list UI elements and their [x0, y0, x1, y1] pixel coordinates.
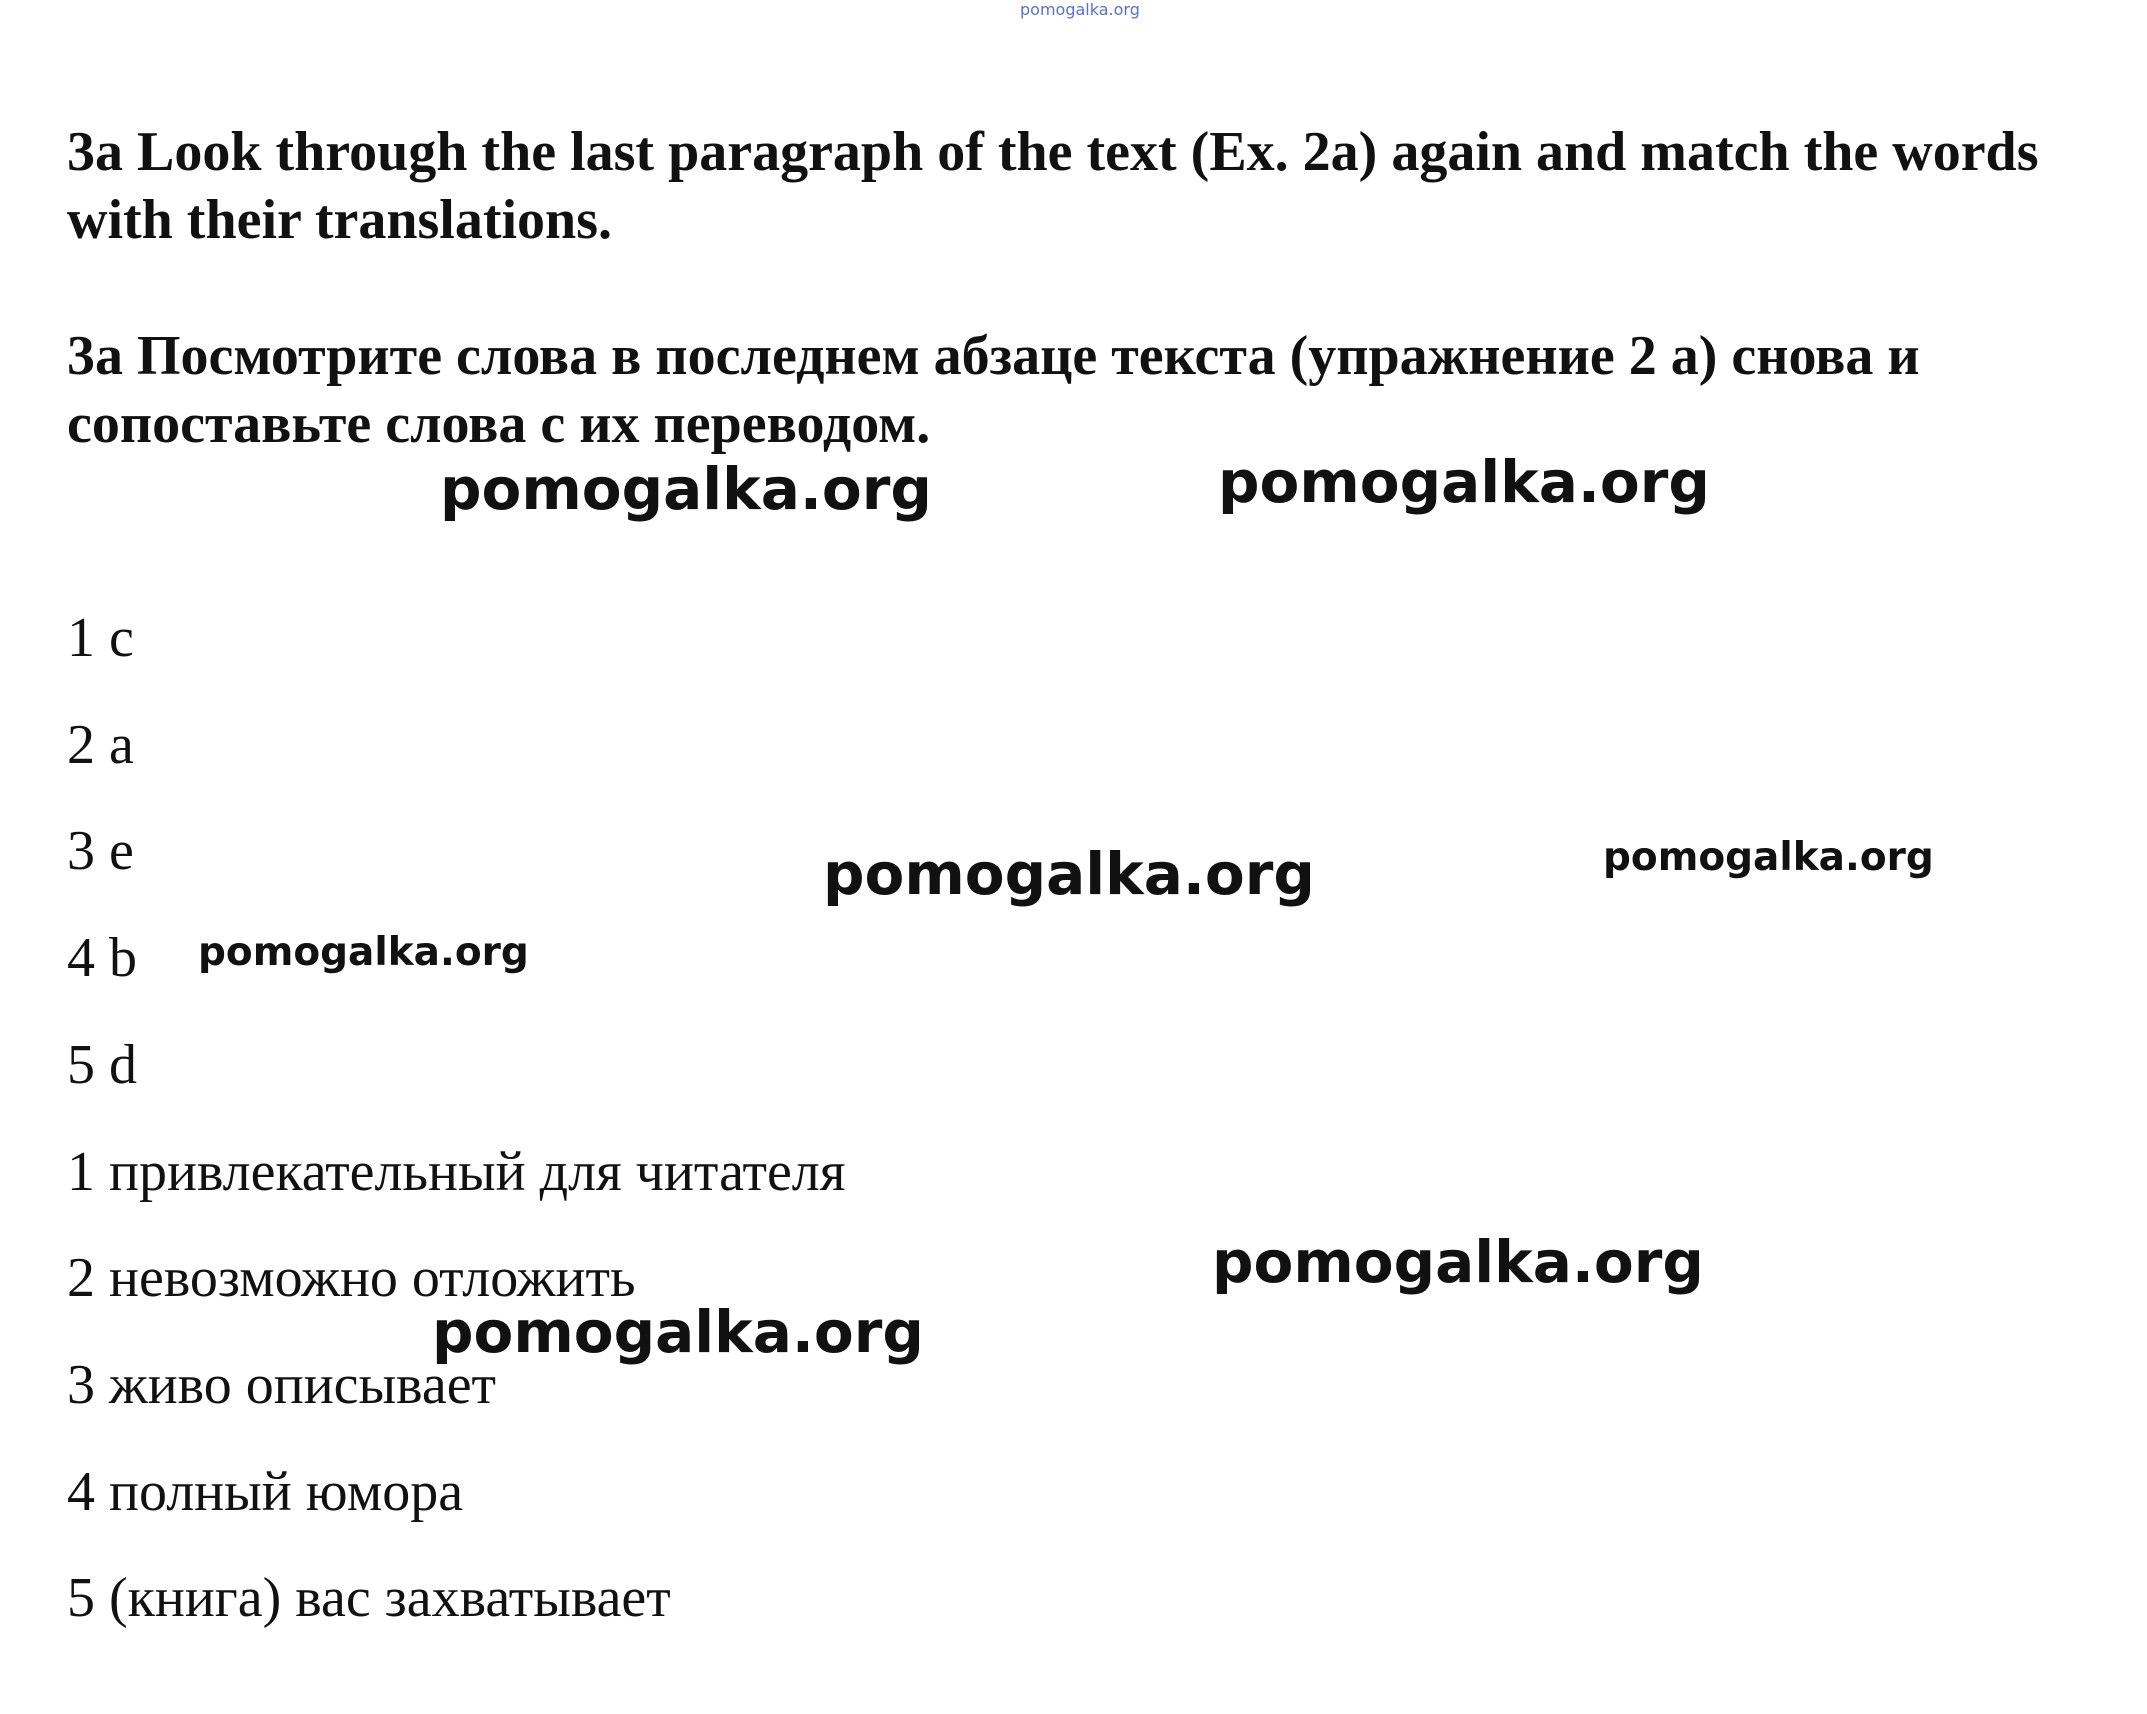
task-instruction-russian: 3a Посмотрите слова в последнем абзаце текста (упражнение 2 a) снова и сопоставьте слова с их переводом. [67, 325, 1920, 455]
watermark-text: pomogalka.org [1603, 835, 1934, 880]
watermark-text: pomogalka.org [440, 455, 932, 523]
answer-line: 1 c [67, 607, 134, 669]
translation-line: 4 полный юмора [67, 1461, 464, 1523]
translation-line: 2 невозможно отложить [67, 1247, 636, 1309]
task-instruction-english: 3a Look through the last paragraph of the text (Ex. 2a) again and match the words with their translations. [67, 121, 2039, 251]
watermark-text: pomogalka.org [1218, 448, 1710, 516]
answer-line: 3 e [67, 820, 134, 882]
watermark-text: pomogalka.org [823, 840, 1315, 908]
answer-line: 4 b [67, 927, 137, 989]
answer-line: 5 d [67, 1034, 137, 1096]
top-watermark: pomogalka.org [1020, 0, 1140, 19]
answer-line: 2 a [67, 714, 134, 776]
translation-line: 5 (книга) вас захватывает [67, 1567, 671, 1629]
watermark-text: pomogalka.org [1212, 1228, 1704, 1296]
watermark-text: pomogalka.org [432, 1298, 924, 1366]
translation-line: 3 живо описывает [67, 1354, 497, 1416]
translation-line: 1 привлекательный для читателя [67, 1141, 846, 1203]
watermark-text: pomogalka.org [198, 930, 529, 975]
